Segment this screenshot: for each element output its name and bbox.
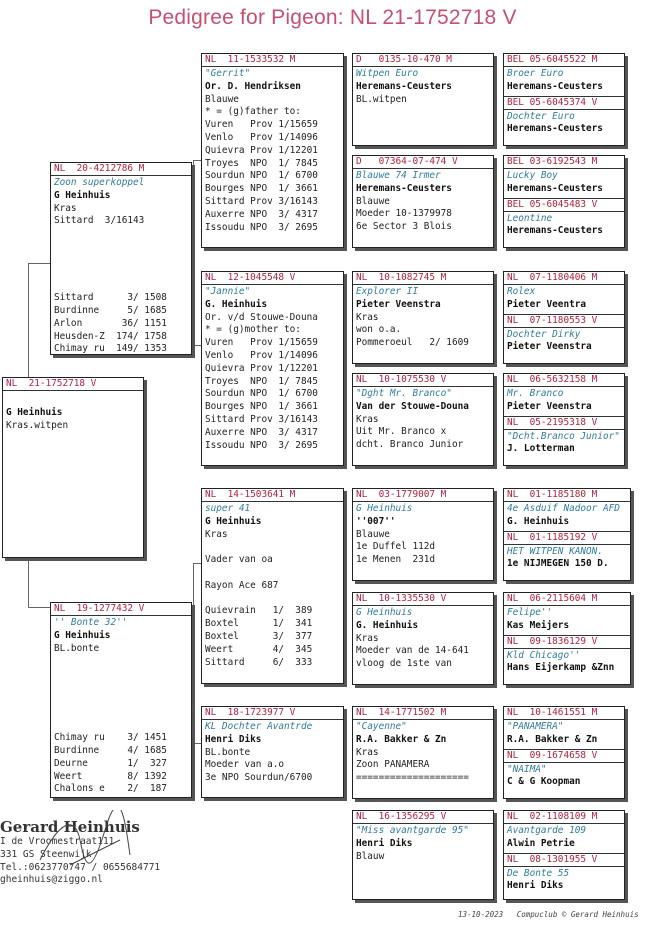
- card-body: [504, 430, 624, 458]
- owner-name: Van der Stouwe-Douna: [356, 400, 469, 412]
- pigeon-name: Lucky Boy: [507, 170, 558, 181]
- color-text: Kras.witpen: [6, 419, 69, 431]
- grandfather-paternal-card: [201, 53, 344, 248]
- breeder-name: Gerard Heinhuis: [0, 818, 140, 836]
- ring-number-male: NL 07-1180406 M: [504, 272, 624, 285]
- card-body: [353, 387, 493, 453]
- owner-name: Hans Eijerkamp &Znn: [507, 662, 615, 674]
- card-body: [504, 67, 624, 95]
- pigeon-name: "NAIMA": [507, 763, 547, 775]
- pigeon-name: Leontine: [507, 212, 553, 224]
- info-line: Chimay ru 3/ 1451: [54, 732, 167, 744]
- owner-name: Heremans-Ceusters: [356, 182, 452, 194]
- connector-line: [28, 607, 50, 608]
- card-body: [504, 606, 630, 634]
- card-body: [504, 387, 624, 415]
- ring-number-female: NL 09-1674658 V: [504, 749, 624, 763]
- info-line: Blauwe: [356, 528, 390, 540]
- ggg-pair-card: [503, 155, 625, 248]
- info-line: BL.witpen: [356, 93, 407, 105]
- info-line: [54, 707, 188, 720]
- ring-number: NL 10-1075530 V: [353, 374, 493, 387]
- ggg-pair-card: [503, 592, 631, 685]
- info-line: [54, 254, 188, 267]
- card-body: [504, 285, 624, 313]
- info-line: Auxerre NPO 3/ 4317: [205, 426, 318, 438]
- info-line: Or. v/d Stouwe-Douna: [205, 311, 318, 323]
- info-line: Blauwe: [356, 195, 390, 207]
- ring-number: NL 12-1045548 V: [202, 272, 343, 285]
- grandmother-paternal-card: [201, 271, 344, 466]
- breeder-city: 331 GS Steenwijk: [0, 848, 92, 860]
- info-line: 3e NPO Sourdun/6700: [205, 772, 313, 784]
- info-line: Boxtel 1/ 341: [205, 618, 313, 630]
- owner-name: G. Heinhuis: [205, 298, 268, 310]
- card-body: [504, 649, 630, 677]
- great-grandparent-card: [352, 373, 494, 466]
- card-body: [202, 285, 343, 453]
- info-line: Pommeroeul 2/ 1609: [356, 337, 469, 349]
- ring-number: NL 21-1752718 V: [3, 378, 143, 391]
- connector-line: [28, 263, 50, 264]
- pigeon-name: HET WITPEN KANON.: [507, 545, 603, 557]
- card-body: [504, 720, 624, 748]
- ring-number: NL 19-1277432 V: [51, 603, 191, 616]
- great-grandparent-card: [352, 53, 494, 146]
- pigeon-name: Rolex: [507, 286, 536, 297]
- info-line: Sittard Prov 3/16143: [205, 413, 318, 425]
- owner-name: Heremans-Ceusters: [507, 80, 603, 92]
- info-line: Issoudu NPO 3/ 2695: [205, 439, 318, 451]
- info-line: [54, 655, 188, 668]
- signature-scribble: [30, 810, 150, 880]
- ggg-pair-card: [503, 706, 625, 799]
- info-line: Venlo Prov 1/14096: [205, 349, 318, 361]
- ring-number: D 07364-07-474 V: [353, 156, 493, 169]
- owner-name: Heremans-Ceusters: [507, 182, 603, 194]
- ring-number: D 0135-10-470 M: [353, 54, 493, 67]
- pigeon-name: "Cayenne": [356, 721, 407, 732]
- info-line: Quievra Prov 1/12201: [205, 144, 318, 156]
- info-line: Moeder van a.o: [205, 759, 285, 771]
- ring-number-female: NL 01-1185192 V: [504, 531, 630, 545]
- breeder-phone: Tel.:0623770747 / 0655684771: [0, 861, 161, 873]
- card-body: [51, 176, 191, 355]
- owner-name: Alwin Petrie: [507, 837, 575, 849]
- info-line: [205, 541, 340, 554]
- info-line: vloog de 1ste van: [356, 658, 452, 670]
- owner-name: Pieter Veenstra: [507, 341, 592, 353]
- info-line: Weert 4/ 345: [205, 643, 313, 655]
- card-body: [353, 502, 493, 568]
- info-line: Sittard 3/16143: [54, 215, 145, 227]
- info-line: Arlon 36/ 1151: [54, 317, 167, 329]
- mother-card: [50, 602, 192, 798]
- ring-number-male: NL 01-1185180 M: [504, 489, 630, 502]
- card-body: [353, 169, 493, 235]
- info-line: Sittard 6/ 333: [205, 656, 313, 668]
- owner-name: Pieter Veentra: [507, 298, 587, 310]
- connector-line: [193, 743, 201, 744]
- info-line: BL.bonte: [54, 642, 100, 654]
- info-line: Moeder 10-1379978: [356, 208, 452, 220]
- info-line: Sourdun NPO 1/ 6700: [205, 388, 318, 400]
- owner-name: Pieter Veenstra: [356, 298, 441, 310]
- info-line: Chalons e 2/ 187: [54, 783, 167, 795]
- ring-number-female: BEL 05-6045483 V: [504, 198, 624, 212]
- card-body: [353, 824, 493, 864]
- pigeon-name: super 41: [205, 503, 251, 514]
- info-line: Heusden-Z 174/ 1758: [54, 330, 167, 342]
- info-line: Burdinne 4/ 1685: [54, 744, 167, 756]
- info-line: Kras: [356, 632, 379, 644]
- pigeon-name: '' Bonte 32'': [54, 617, 128, 628]
- pigeon-name: Felipe'': [507, 607, 553, 618]
- info-line: * = (g)father to:: [205, 106, 301, 118]
- ring-number: NL 16-1356295 V: [353, 811, 493, 824]
- info-line: Vuren Prov 1/15659: [205, 119, 318, 131]
- owner-name: Henri Diks: [507, 880, 564, 892]
- owner-name: R.A. Bakker & Zn: [356, 733, 447, 745]
- info-line: Issoudu NPO 3/ 2695: [205, 221, 318, 233]
- ring-number-female: NL 08-1301955 V: [504, 853, 624, 867]
- pigeon-name: Explorer II: [356, 286, 419, 297]
- info-line: Sourdun NPO 1/ 6700: [205, 170, 318, 182]
- ring-number: NL 14-1771502 M: [353, 707, 493, 720]
- owner-name: 1e NIJMEGEN 150 D.: [507, 558, 609, 570]
- info-line: Kras: [356, 746, 379, 758]
- info-line: Vader van oa: [205, 554, 273, 566]
- ring-number-male: NL 10-1461551 M: [504, 707, 624, 720]
- great-grandparent-card: [352, 271, 494, 364]
- card-body: [3, 391, 143, 434]
- card-body: [504, 867, 624, 895]
- ring-number-male: BEL 05-6045522 M: [504, 54, 624, 67]
- info-line: [54, 668, 188, 681]
- ggg-pair-card: [503, 271, 625, 364]
- owner-name: G Heinhuis: [54, 189, 111, 201]
- great-grandparent-card: [352, 810, 494, 900]
- owner-name: G Heinhuis: [6, 407, 63, 418]
- info-line: dcht. Branco Junior: [356, 439, 464, 451]
- card-body: [504, 824, 624, 852]
- owner-name: J. Lotterman: [507, 443, 575, 455]
- info-line: Vuren Prov 1/15659: [205, 337, 318, 349]
- card-body: [504, 169, 624, 197]
- card-body: [353, 606, 493, 672]
- info-line: Kras: [356, 311, 379, 323]
- pigeon-name: "Miss avantgarde 95": [356, 825, 469, 836]
- pigeon-name: Broer Euro: [507, 68, 564, 79]
- info-line: Zoon PANAMERA: [356, 759, 430, 771]
- owner-name: G Heinhuis: [205, 515, 262, 527]
- ring-number: NL 18-1723977 V: [202, 707, 343, 720]
- info-line: Weert 8/ 1392: [54, 770, 167, 782]
- pigeon-name: De Bonte 55: [507, 867, 570, 879]
- great-grandparent-card: [352, 155, 494, 248]
- card-body: [51, 616, 191, 797]
- pigeon-name: "Jannie": [205, 286, 251, 297]
- info-line: Deurne 1/ 327: [54, 757, 167, 769]
- info-line: [54, 228, 188, 241]
- info-line: [54, 279, 188, 292]
- pigeon-name: Dochter Dirky: [507, 328, 581, 340]
- owner-name: Henri Diks: [356, 837, 413, 849]
- info-line: * = (g)mother to:: [205, 324, 301, 336]
- page-title: Pedigree for Pigeon: NL 21-1752718 V: [148, 6, 517, 29]
- owner-name: G. Heinhuis: [356, 619, 419, 631]
- info-line: Blauw: [356, 850, 385, 862]
- info-line: Uit Mr. Branco x: [356, 426, 447, 438]
- card-body: [353, 67, 493, 107]
- info-line: Sittard Prov 3/16143: [205, 195, 318, 207]
- ring-number: NL 11-1533532 M: [202, 54, 343, 67]
- info-line: Troyes NPO 1/ 7845: [205, 157, 318, 169]
- connector-line: [193, 160, 201, 161]
- ring-number-male: NL 06-5632158 M: [504, 374, 624, 387]
- card-body: [504, 545, 630, 573]
- ggg-pair-card: [503, 373, 625, 466]
- info-line: Sittard 3/ 1508: [54, 292, 167, 304]
- info-line: Kras: [356, 413, 379, 425]
- breeder-address: I de Vroomestraat111: [0, 836, 115, 847]
- grandfather-maternal-card: [201, 488, 344, 684]
- owner-name: C & G Koopman: [507, 776, 581, 788]
- info-line: [54, 681, 188, 694]
- ggg-pair-card: [503, 810, 625, 900]
- great-grandparent-card: [352, 592, 494, 685]
- ring-number: NL 20-4212786 M: [51, 163, 191, 176]
- grandmother-maternal-card: [201, 706, 344, 798]
- card-body: [202, 502, 343, 670]
- subject-card: [2, 377, 144, 558]
- ring-number-male: NL 02-1108109 M: [504, 811, 624, 824]
- card-body: [504, 763, 624, 791]
- pigeon-name: "PANAMERA": [507, 721, 564, 732]
- pigeon-name: KL Dochter Avantrde: [205, 721, 313, 732]
- ring-number-male: BEL 03-6192543 M: [504, 156, 624, 169]
- ring-number-female: NL 05-2195318 V: [504, 416, 624, 430]
- card-body: [202, 720, 343, 786]
- pigeon-name: "Dcht.Branco Junior": [507, 430, 620, 442]
- pigeon-name: Dochter Euro: [507, 110, 575, 122]
- info-line: Blauwe: [205, 93, 239, 105]
- info-line: Kras: [205, 528, 228, 540]
- info-line: 1e Duffel 112d: [356, 541, 436, 553]
- info-line: [54, 241, 188, 254]
- info-line: [54, 267, 188, 280]
- owner-name: G. Heinhuis: [507, 515, 570, 527]
- pigeon-name: "Dght Mr. Branco": [356, 388, 452, 399]
- info-line: Boxtel 3/ 377: [205, 630, 313, 642]
- pigeon-name: Witpen Euro: [356, 68, 419, 79]
- owner-name: Pieter Veenstra: [507, 400, 592, 412]
- ring-number-male: NL 06-2115604 M: [504, 593, 630, 606]
- info-line: Troyes NPO 1/ 7845: [205, 375, 318, 387]
- ggg-pair-card: [503, 488, 631, 581]
- info-line: Venlo Prov 1/14096: [205, 131, 318, 143]
- father-card: [50, 162, 192, 355]
- ring-number: NL 10-1082745 M: [353, 272, 493, 285]
- info-line: 6e Sector 3 Blois: [356, 221, 452, 233]
- owner-name: Heremans-Ceusters: [507, 123, 603, 135]
- info-line: [54, 694, 188, 707]
- pigeon-name: G Heinhuis: [356, 503, 413, 514]
- owner-name: R.A. Bakker & Zn: [507, 733, 598, 745]
- ring-number: NL 14-1503641 M: [202, 489, 343, 502]
- owner-name: ''007'': [356, 515, 396, 527]
- card-body: [353, 285, 493, 351]
- info-line: 1e Menen 231d: [356, 554, 436, 566]
- info-line: Quievrain 1/ 389: [205, 605, 313, 617]
- connector-line: [193, 563, 201, 564]
- info-line: [205, 567, 340, 580]
- owner-name: Heremans-Ceusters: [356, 80, 452, 92]
- owner-name: Kas Meijers: [507, 619, 570, 631]
- ring-number: NL 10-1335530 V: [353, 593, 493, 606]
- card-body: [504, 212, 624, 240]
- pigeon-name: G Heinhuis: [356, 607, 413, 618]
- info-line: Bourges NPO 1/ 3661: [205, 183, 318, 195]
- great-grandparent-card: [352, 488, 494, 581]
- owner-name: Or. D. Hendriksen: [205, 80, 301, 92]
- ring-number-female: NL 07-1180553 V: [504, 314, 624, 328]
- pigeon-name: Mr. Branco: [507, 388, 564, 399]
- card-body: [504, 502, 630, 530]
- ring-number-female: NL 09-1836129 V: [504, 635, 630, 649]
- info-line: Chimay ru 149/ 1353: [54, 343, 167, 355]
- card-body: [504, 110, 624, 138]
- info-line: [205, 593, 340, 606]
- owner-name: Henri Diks: [205, 733, 262, 745]
- pigeon-name: Kld Chicago'': [507, 649, 581, 661]
- info-line: Bourges NPO 1/ 3661: [205, 401, 318, 413]
- info-line: Moeder van de 14-641: [356, 645, 469, 657]
- card-body: [202, 67, 343, 235]
- info-line: Quievra Prov 1/12201: [205, 362, 318, 374]
- ggg-pair-card: [503, 53, 625, 146]
- pigeon-name: Blauwe 74 Irmer: [356, 170, 441, 181]
- info-line: [54, 719, 188, 732]
- info-line: won o.a.: [356, 324, 402, 336]
- card-body: [353, 720, 493, 786]
- footer-text: 13-10-2023 Compuclub © Gerard Heinhuis: [458, 910, 639, 919]
- pigeon-name: Avantgarde 109: [507, 825, 587, 836]
- card-body: [504, 328, 624, 356]
- connector-line: [193, 345, 201, 346]
- breeder-email: gheinhuis@ziggo.nl: [0, 874, 103, 886]
- info-line: Kras: [54, 202, 77, 214]
- info-line: ====================: [356, 772, 469, 784]
- breeder-block: [0, 818, 190, 887]
- pigeon-name: Zoon superkoppel: [54, 177, 145, 188]
- owner-name: G Heinhuis: [54, 629, 111, 641]
- pigeon-name: 4e Asduif Nadoor AFD: [507, 503, 620, 514]
- ring-number-female: BEL 05-6045374 V: [504, 96, 624, 110]
- info-line: BL.bonte: [205, 746, 251, 758]
- great-grandparent-card: [352, 706, 494, 799]
- pigeon-name: "Gerrit": [205, 68, 251, 79]
- ring-number: NL 03-1779007 M: [353, 489, 493, 502]
- owner-name: Heremans-Ceusters: [507, 225, 603, 237]
- info-line: Auxerre NPO 3/ 4317: [205, 208, 318, 220]
- info-line: Rayon Ace 687: [205, 579, 279, 591]
- info-line: Burdinne 5/ 1685: [54, 304, 167, 316]
